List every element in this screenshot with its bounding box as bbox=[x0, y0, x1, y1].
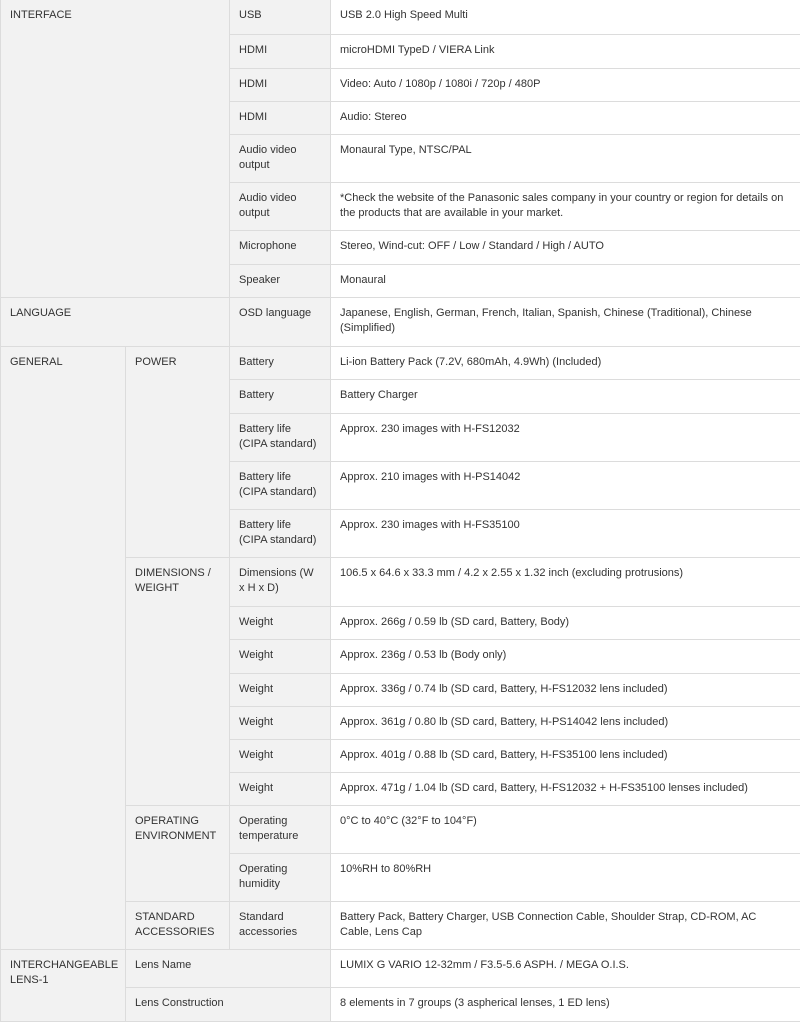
section-label-language: LANGUAGE bbox=[1, 298, 230, 347]
spec-value: 0°C to 40°C (32°F to 104°F) bbox=[331, 806, 800, 854]
spec-label: Battery bbox=[230, 347, 331, 380]
spec-label: USB bbox=[230, 0, 331, 35]
spec-value: Approx. 361g / 0.80 lb (SD card, Battery, H-PS14042 lens included) bbox=[331, 707, 800, 740]
spec-value: Li-ion Battery Pack (7.2V, 680mAh, 4.9Wh) (Included) bbox=[331, 347, 800, 380]
spec-label: Lens Name bbox=[126, 950, 331, 988]
spec-value: Approx. 401g / 0.88 lb (SD card, Battery, H-FS35100 lens included) bbox=[331, 740, 800, 773]
spec-label: Microphone bbox=[230, 231, 331, 265]
spec-label: Battery bbox=[230, 380, 331, 414]
spec-label: Weight bbox=[230, 607, 331, 640]
spec-value: 10%RH to 80%RH bbox=[331, 854, 800, 902]
spec-value: Approx. 210 images with H-PS14042 bbox=[331, 462, 800, 510]
spec-value: Approx. 230 images with H-FS35100 bbox=[331, 510, 800, 558]
spec-label: OSD language bbox=[230, 298, 331, 347]
spec-label: Speaker bbox=[230, 265, 331, 298]
spec-value: Audio: Stereo bbox=[331, 102, 800, 135]
subsection-label-dimensions: DIMENSIONS / WEIGHT bbox=[126, 558, 230, 806]
spec-value: USB 2.0 High Speed Multi bbox=[331, 0, 800, 35]
spec-label: Weight bbox=[230, 707, 331, 740]
section-label-general: GENERAL bbox=[1, 347, 126, 950]
spec-value: Approx. 266g / 0.59 lb (SD card, Battery, Body) bbox=[331, 607, 800, 640]
table-row bbox=[1, 950, 800, 988]
table-row bbox=[1, 298, 800, 347]
spec-label: HDMI bbox=[230, 102, 331, 135]
spec-value: Approx. 471g / 1.04 lb (SD card, Battery, H-FS12032 + H-FS35100 lenses included) bbox=[331, 773, 800, 806]
spec-label: Weight bbox=[230, 674, 331, 707]
spec-label: Audio video output bbox=[230, 183, 331, 231]
spec-value: Approx. 236g / 0.53 lb (Body only) bbox=[331, 640, 800, 674]
subsection-label-power: POWER bbox=[126, 347, 230, 558]
spec-label: Weight bbox=[230, 773, 331, 806]
spec-label: Audio video output bbox=[230, 135, 331, 183]
spec-label: Operating temperature bbox=[230, 806, 331, 854]
spec-value: 106.5 x 64.6 x 33.3 mm / 4.2 x 2.55 x 1.32 inch (excluding protrusions) bbox=[331, 558, 800, 607]
spec-label: Weight bbox=[230, 640, 331, 674]
table-row bbox=[1, 347, 800, 380]
subsection-label-operating: OPERATING ENVIRONMENT bbox=[126, 806, 230, 902]
spec-value: Japanese, English, German, French, Italian, Spanish, Chinese (Traditional), Chinese (Simplified) bbox=[331, 298, 800, 347]
spec-label: HDMI bbox=[230, 69, 331, 102]
spec-value: 8 elements in 7 groups (3 aspherical lenses, 1 ED lens) bbox=[331, 988, 800, 1022]
spec-value: Monaural bbox=[331, 265, 800, 298]
spec-label: HDMI bbox=[230, 35, 331, 69]
spec-label: Dimensions (W x H x D) bbox=[230, 558, 331, 607]
spec-value: Monaural Type, NTSC/PAL bbox=[331, 135, 800, 183]
section-label-interface: INTERFACE bbox=[1, 0, 230, 298]
subsection-label-accessories: STANDARD ACCESSORIES bbox=[126, 902, 230, 950]
spec-value: microHDMI TypeD / VIERA Link bbox=[331, 35, 800, 69]
spec-value: Battery Charger bbox=[331, 380, 800, 414]
spec-value: Approx. 230 images with H-FS12032 bbox=[331, 414, 800, 462]
spec-value: Approx. 336g / 0.74 lb (SD card, Battery, H-FS12032 lens included) bbox=[331, 674, 800, 707]
spec-label: Standard accessories bbox=[230, 902, 331, 950]
spec-label: Operating humidity bbox=[230, 854, 331, 902]
spec-value: LUMIX G VARIO 12-32mm / F3.5-5.6 ASPH. / MEGA O.I.S. bbox=[331, 950, 800, 988]
table-row bbox=[1, 0, 800, 35]
spec-label: Battery life (CIPA standard) bbox=[230, 462, 331, 510]
spec-label: Battery life (CIPA standard) bbox=[230, 510, 331, 558]
spec-value: Stereo, Wind-cut: OFF / Low / Standard / High / AUTO bbox=[331, 231, 800, 265]
spec-value: Battery Pack, Battery Charger, USB Connection Cable, Shoulder Strap, CD-ROM, AC Cable, Lens Cap bbox=[331, 902, 800, 950]
spec-value: Video: Auto / 1080p / 1080i / 720p / 480P bbox=[331, 69, 800, 102]
spec-value: *Check the website of the Panasonic sales company in your country or region for details on the products that are available in your market. bbox=[331, 183, 800, 231]
spec-label: Lens Construction bbox=[126, 988, 331, 1022]
spec-label: Weight bbox=[230, 740, 331, 773]
section-label-lens1: INTERCHANGEABLE LENS-1 bbox=[1, 950, 126, 1022]
spec-label: Battery life (CIPA standard) bbox=[230, 414, 331, 462]
